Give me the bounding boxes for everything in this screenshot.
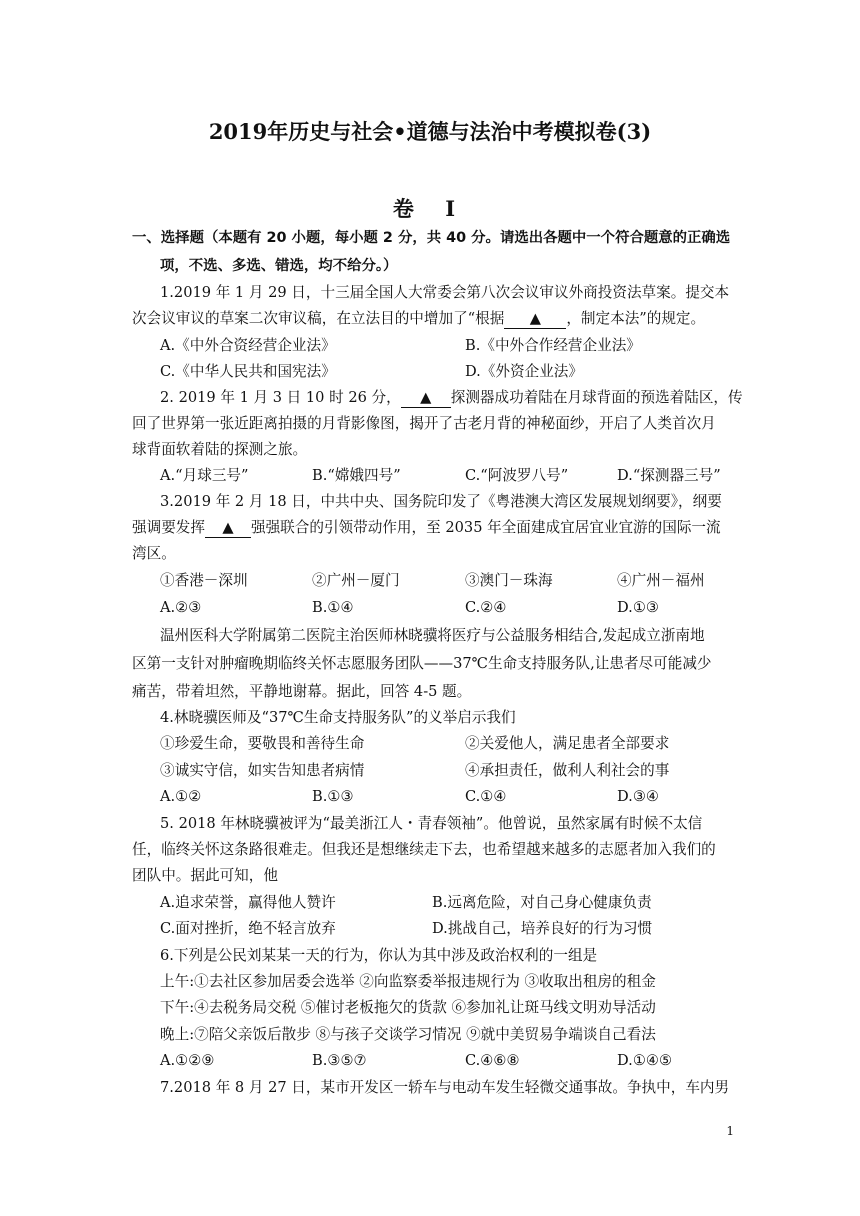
q5-stem-end: 团队中。据此可知，他 (132, 867, 278, 884)
q4-item-2: ②关爱他人，满足患者全部要求 (465, 735, 670, 752)
q4-option-a: A.①② (160, 788, 202, 805)
q3-stem: 3.2019 年 2 月 18 日，中共中央、国务院印发了《粤港澳大湾区发展规划纲要》，纲要 (160, 493, 722, 510)
q3-item-4: ④广州－福州 (617, 572, 705, 589)
q7-stem: 7.2018 年 8 月 27 日，某市开发区一轿车与电动车发生轻微交通事故。争执中，车内男 (160, 1079, 730, 1096)
q3-text-b: 强强联合的引领带动作用，至 2035 年全面建成宜居宜业宜游的国际一流 (250, 519, 721, 536)
q6-option-a: A.①②⑨ (160, 1052, 215, 1069)
page-number: 1 (726, 1124, 734, 1138)
q2-stem-cont: 回了世界第一张近距离拍摄的月背影像图，揭开了古老月背的神秘面纱，开启了人类首次月 (132, 415, 716, 432)
q1-text-a: 次会议审议的草案二次审议稿，在立法目的中增加了“根据 (132, 310, 505, 327)
material-line-3: 痛苦，带着坦然，平静地谢幕。据此，回答 4-5 题。 (132, 683, 472, 700)
q2-text-b: 探测器成功着陆在月球背面的预选着陆区，传 (450, 389, 743, 406)
q2-option-b: B.“嫦娥四号” (312, 467, 401, 484)
q4-option-b: B.①③ (312, 788, 354, 805)
q2-option-d: D.“探测器三号” (617, 467, 721, 484)
q2-stem (160, 388, 743, 408)
q1-option-b: B.《中外合作经营企业法》 (465, 337, 641, 354)
q6-option-c: C.④⑥⑧ (465, 1052, 520, 1069)
q3-stem-end: 湾区。 (132, 545, 176, 562)
q4-option-d: D.③④ (617, 788, 659, 805)
q5-option-a: A.追求荣誉，赢得他人赞许 (160, 894, 336, 911)
q6-afternoon: 下午:④去税务局交税 ⑤催讨老板拖欠的货款 ⑥参加礼让斑马线文明劝导活动 (160, 999, 656, 1016)
q6-evening: 晚上:⑦陪父亲饭后散步 ⑧与孩子交谈学习情况 ⑨就中美贸易争端谈自己看法 (160, 1026, 656, 1043)
q6-morning: 上午:①去社区参加居委会选举 ②向监察委举报违规行为 ③收取出租房的租金 (160, 973, 656, 990)
q3-option-b: B.①④ (312, 599, 354, 616)
q3-item-3: ③澳门－珠海 (465, 572, 553, 589)
q2-option-a: A.“月球三号” (160, 467, 249, 484)
q3-item-2: ②广州－厦门 (312, 572, 400, 589)
q2-stem-end: 球背面软着陆的探测之旅。 (132, 441, 308, 458)
q6-option-d: D.①④⑤ (617, 1052, 673, 1069)
q4-stem: 4.林晓骥医师及“37℃生命支持服务队”的义举启示我们 (160, 709, 516, 726)
triangle-marker-icon: ▲ (529, 310, 541, 327)
q1-option-d: D.《外资企业法》 (465, 363, 583, 380)
q1-stem: 1.2019 年 1 月 29 日，十三届全国人大常委会第八次会议审议外商投资法草案。提交本 (160, 284, 730, 301)
q1-option-c: C.《中华人民共和国宪法》 (160, 363, 336, 380)
material-line-1: 温州医科大学附属第二医院主治医师林晓骥将医疗与公益服务相结合,发起成立浙南地 (160, 627, 705, 644)
q3-option-d: D.①③ (617, 599, 659, 616)
triangle-marker-icon: ▲ (420, 389, 432, 406)
q1-text-b: ，制定本法”的规定。 (566, 310, 706, 327)
q5-option-b: B.远离危险，对自己身心健康负责 (432, 894, 652, 911)
answer-blank (205, 519, 251, 538)
triangle-marker-icon: ▲ (222, 519, 234, 536)
answer-blank (401, 389, 451, 408)
answer-blank (504, 310, 566, 329)
q3-stem-cont (132, 518, 721, 538)
q3-text-a: 强调要发挥 (132, 519, 205, 536)
volume-heading: 卷 Ⅰ (392, 196, 468, 221)
q3-option-a: A.②③ (160, 599, 202, 616)
q5-option-d: D.挑战自己，培养良好的行为习惯 (432, 920, 653, 937)
q2-option-c: C.“阿波罗八号” (465, 467, 569, 484)
q2-text-a: 2. 2019 年 1 月 3 日 10 时 26 分， (160, 389, 401, 406)
section-heading-cont: 项，不选、多选、错选，均不给分。） (160, 258, 398, 274)
q4-item-1: ①珍爱生命，要敬畏和善待生命 (160, 735, 365, 752)
q5-option-c: C.面对挫折，绝不轻言放弃 (160, 920, 336, 937)
q6-option-b: B.③⑤⑦ (312, 1052, 367, 1069)
q5-stem: 5. 2018 年林晓骥被评为“最美浙江人・青春领袖”。他曾说，虽然家属有时候不太信 (160, 815, 703, 832)
q1-stem-cont (132, 309, 705, 329)
q1-option-a: A.《中外合资经营企业法》 (160, 337, 336, 354)
section-heading: 一、选择题（本题有 20 小题，每小题 2 分，共 40 分。请选出各题中一个符合题意的正确选 (132, 230, 731, 246)
q5-stem-cont: 任，临终关怀这条路很难走。但我还是想继续走下去，也希望越来越多的志愿者加入我们的 (132, 841, 716, 858)
q6-stem: 6.下列是公民刘某某一天的行为，你认为其中涉及政治权利的一组是 (160, 947, 598, 964)
q3-option-c: C.②④ (465, 599, 507, 616)
q3-item-1: ①香港－深圳 (160, 572, 248, 589)
q4-item-3: ③诚实守信，如实告知患者病情 (160, 762, 365, 779)
exam-title: 2019年历史与社会•道德与法治中考模拟卷(3) (208, 119, 652, 144)
material-line-2: 区第一支针对肿瘤晚期临终关怀志愿服务团队——37℃生命支持服务队,让患者尽可能减少 (132, 655, 712, 672)
q4-item-4: ④承担责任，做利人利社会的事 (465, 762, 670, 779)
q4-option-c: C.①④ (465, 788, 507, 805)
